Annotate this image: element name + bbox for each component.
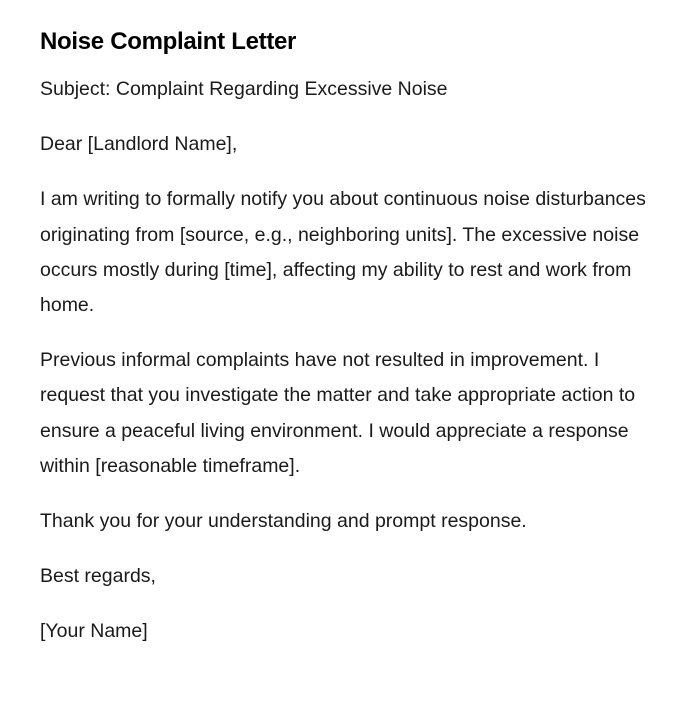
letter-paragraph-1: I am writing to formally notify you about continuous noise disturbances originating from [source, e.g., neighboring units]. The excessive noise occurs mostly during [time], affecting my ability to rest and work from home. bbox=[40, 188, 646, 317]
letter-title: Noise Complaint Letter bbox=[40, 28, 297, 55]
letter-paragraph-2: Previous informal complaints have not resulted in improvement. I request that you investigate the matter and take appropriate action to ensure a peaceful living environment. I would appreciate a response within [reasonable timeframe]. bbox=[40, 349, 636, 477]
letter-signature: [Your Name] bbox=[40, 620, 148, 643]
letter-closing-line: Thank you for your understanding and prompt response. bbox=[40, 510, 527, 533]
letter-sign-off: Best regards, bbox=[40, 565, 156, 588]
letter-salutation: Dear [Landlord Name], bbox=[40, 133, 238, 156]
letter-subject: Subject: Complaint Regarding Excessive Noise bbox=[40, 78, 448, 100]
